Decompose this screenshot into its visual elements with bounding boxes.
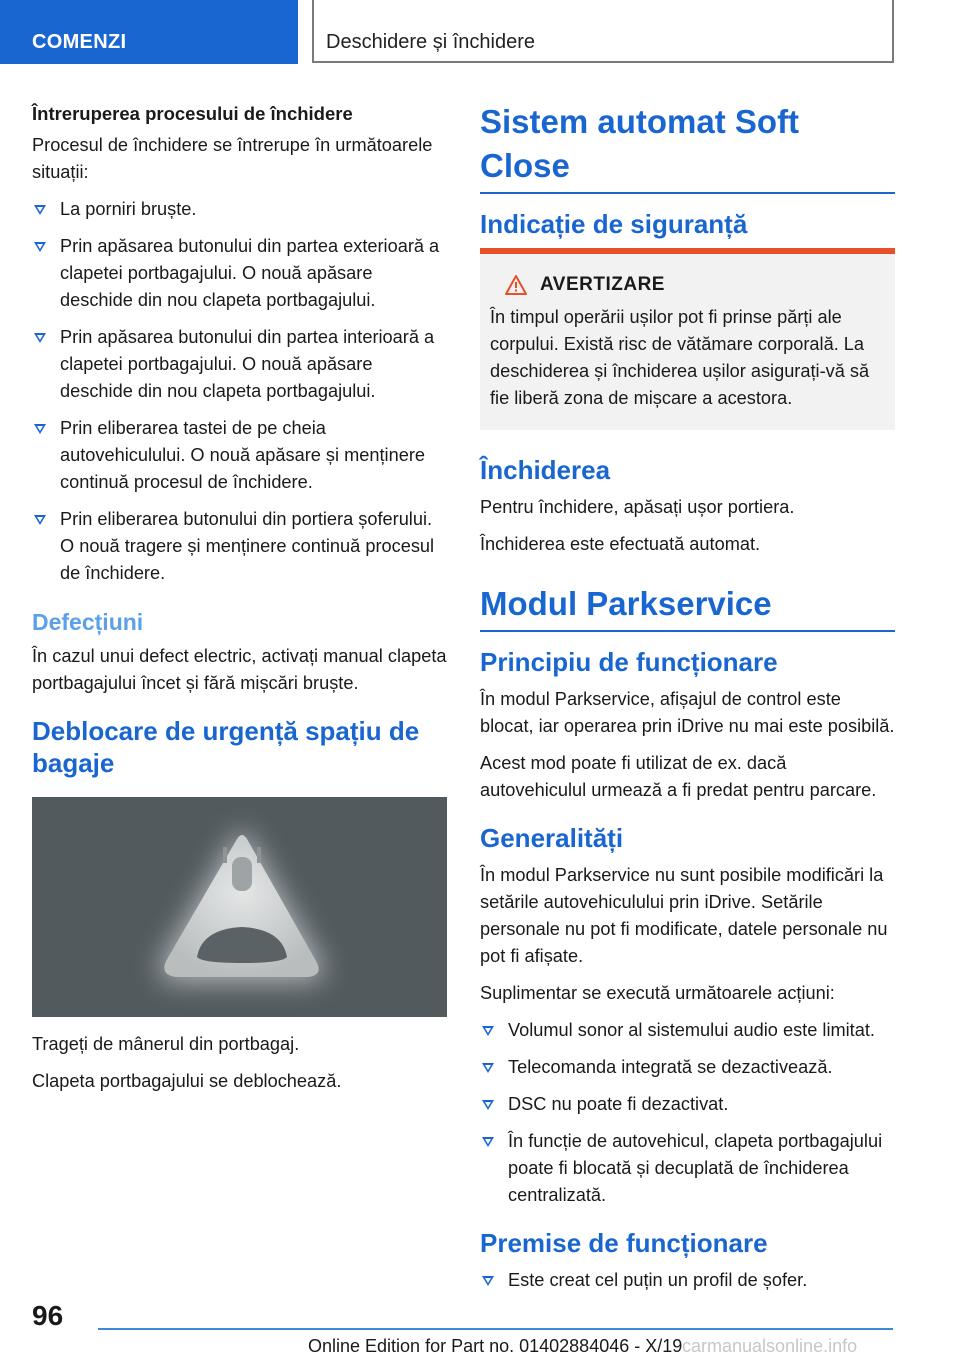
chapter-label: Deschidere și închidere (326, 31, 535, 53)
list-item: DSC nu poate fi dezactivat. (480, 1091, 895, 1118)
trunk-release-handle-image (32, 797, 447, 1017)
warning-box (480, 248, 895, 430)
parkservice-heading: Modul Parkservice (480, 582, 895, 632)
page-number: 96 (32, 1300, 64, 1331)
bullet-triangle-icon (482, 1276, 494, 1286)
watermark: carmanualsonline.info (682, 1336, 858, 1356)
section-label: COMENZI (32, 31, 127, 53)
right-column (480, 100, 895, 1304)
list-item: Prin apăsarea butonului din partea interioară a clapetei portbagajului. O nouă apăsare deschide din nou clapeta portbagajului. (32, 324, 447, 405)
principle-p1: În modul Parkservice, afișajul de control este blocat, iar operarea prin iDrive nu mai este posibilă. (480, 689, 895, 736)
general-p1: În modul Parkservice nu sunt posibile modificări la setările autovehiculului prin iDrive. Setările personale nu pot fi modificate, datele personale nu pot fi afișate. (480, 865, 888, 966)
bullet-triangle-icon (482, 1063, 494, 1073)
defects-heading: Defecțiuni (32, 609, 144, 635)
softclose-heading: Sistem automat Soft Close (480, 100, 895, 194)
list-item: Prin eliberarea butonului din portiera șoferului. O nouă tragere și menținere continuă procesul de închidere. (32, 506, 447, 587)
warning-text: În timpul operării ușilor pot fi prinse părți ale corpului. Există risc de vătămare corporală. La deschiderea și închiderea ușilor asigurați-vă să fie liberă zona de mișcare a acestora. (490, 307, 870, 408)
bullet-triangle-icon (34, 205, 46, 215)
emergency-heading: Deblocare de urgență spațiu de bagaje (32, 716, 420, 778)
principle-p2: Acest mod poate fi utilizat de ex. dacă autovehiculul urmează a fi predat pentru parcare. (480, 753, 877, 800)
footer-divider (98, 1328, 893, 1330)
bullet-triangle-icon (34, 424, 46, 434)
closing-heading: Închiderea (480, 455, 611, 485)
list-item: În funcție de autovehicul, clapeta portbagajului poate fi blocată și decuplată de închiderea centralizată. (480, 1128, 895, 1209)
list-item: Prin apăsarea butonului din partea exterioară a clapetei portbagajului. O nouă apăsare deschide din nou clapeta portbagajului. (32, 233, 447, 314)
defects-text: În cazul unui defect electric, activați manual clapeta portbagajului încet și fără mișcări bruște. (32, 646, 447, 693)
warning-label: AVERTIZARE (540, 274, 665, 295)
list-item: Volumul sonor al sistemului audio este limitat. (480, 1017, 895, 1044)
interrupt-heading: Întreruperea procesului de închidere (32, 103, 353, 124)
release-handle-icon (32, 797, 447, 1017)
interrupt-intro: Procesul de închidere se întrerupe în următoarele situații: (32, 135, 433, 182)
general-heading: Generalități (480, 823, 624, 853)
list-item: Telecomanda integrată se dezactivează. (480, 1054, 895, 1081)
prereq-heading: Premise de funcționare (480, 1228, 768, 1258)
emergency-p1: Trageți de mânerul din portbagaj. (32, 1034, 300, 1054)
safety-heading: Indicație de siguranță (480, 209, 748, 239)
bullet-triangle-icon (482, 1026, 494, 1036)
closing-p2: Închiderea este efectuată automat. (480, 534, 761, 554)
prereq-list (480, 1267, 895, 1294)
warning-triangle-icon (504, 274, 528, 296)
interrupt-list (32, 196, 447, 587)
list-item: Este creat cel puțin un profil de șofer. (480, 1267, 895, 1294)
footer-edition: Online Edition for Part no. 01402884046 - X/19 (308, 1336, 683, 1356)
bullet-triangle-icon (34, 333, 46, 343)
bullet-triangle-icon (34, 515, 46, 525)
bullet-triangle-icon (482, 1100, 494, 1110)
bullet-triangle-icon (482, 1137, 494, 1147)
chapter-tab[interactable] (312, 0, 894, 63)
left-column (32, 100, 447, 1105)
closing-p1: Pentru închidere, apăsați ușor portiera. (480, 497, 795, 517)
section-tab[interactable] (0, 0, 298, 64)
list-item: Prin eliberarea tastei de pe cheia autovehiculului. O nouă apăsare și menținere continuă procesul de închidere. (32, 415, 447, 496)
principle-heading: Principiu de funcționare (480, 647, 778, 677)
general-list (480, 1017, 895, 1209)
general-p2: Suplimentar se execută următoarele acțiuni: (480, 983, 835, 1003)
emergency-p2: Clapeta portbagajului se deblochează. (32, 1071, 342, 1091)
bullet-triangle-icon (34, 242, 46, 252)
list-item: La porniri bruște. (32, 196, 447, 223)
